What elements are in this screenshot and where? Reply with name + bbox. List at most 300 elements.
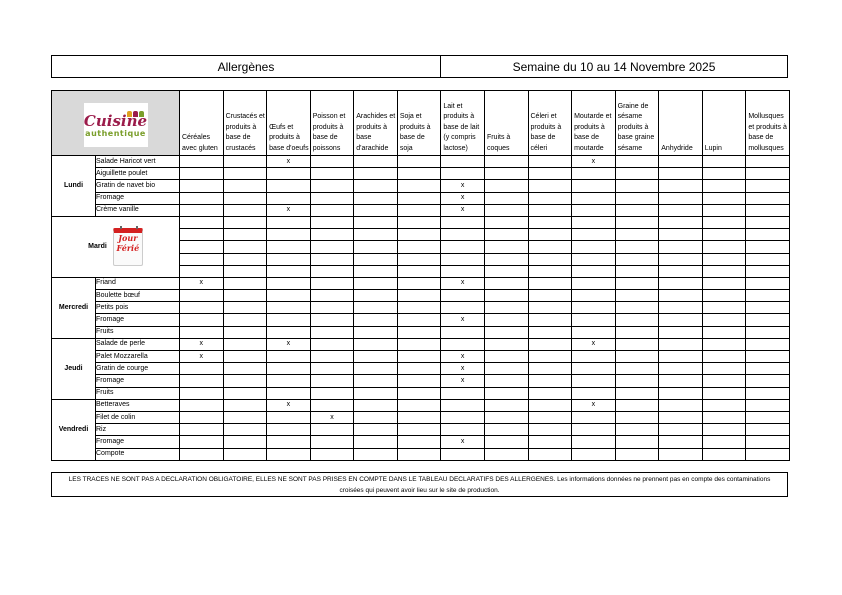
allergen-mark bbox=[354, 387, 398, 399]
allergen-mark bbox=[746, 326, 790, 338]
allergen-mark bbox=[702, 399, 746, 411]
allergen-mark bbox=[484, 411, 528, 423]
allergen-mark bbox=[267, 436, 311, 448]
allergen-mark bbox=[746, 253, 790, 265]
allergen-mark bbox=[180, 375, 224, 387]
allergen-mark bbox=[528, 156, 572, 168]
allergen-mark: x bbox=[267, 338, 311, 350]
allergen-mark bbox=[267, 253, 311, 265]
allergen-mark bbox=[528, 436, 572, 448]
allergen-mark bbox=[441, 168, 485, 180]
allergen-mark bbox=[572, 448, 616, 460]
allergen-mark bbox=[397, 241, 441, 253]
allergen-mark bbox=[310, 302, 354, 314]
allergen-mark bbox=[180, 290, 224, 302]
allergen-mark bbox=[223, 302, 267, 314]
allergen-mark bbox=[310, 241, 354, 253]
allergen-mark bbox=[397, 168, 441, 180]
allergen-mark bbox=[528, 411, 572, 423]
allergen-mark bbox=[354, 399, 398, 411]
allergen-mark bbox=[310, 375, 354, 387]
allergen-mark bbox=[702, 363, 746, 375]
allergen-mark bbox=[267, 216, 311, 228]
allergen-mark bbox=[397, 351, 441, 363]
logo-cell bbox=[52, 91, 180, 156]
allergen-mark bbox=[615, 229, 659, 241]
allergen-mark bbox=[310, 204, 354, 216]
allergen-header: Lupin bbox=[702, 91, 746, 156]
allergen-mark bbox=[223, 436, 267, 448]
allergen-mark bbox=[267, 448, 311, 460]
allergen-mark bbox=[659, 156, 703, 168]
allergen-mark bbox=[310, 277, 354, 289]
allergen-mark bbox=[702, 411, 746, 423]
allergen-mark bbox=[267, 424, 311, 436]
allergen-mark bbox=[441, 399, 485, 411]
allergen-mark bbox=[528, 399, 572, 411]
allergen-mark bbox=[615, 436, 659, 448]
allergen-mark bbox=[180, 253, 224, 265]
allergen-mark bbox=[528, 375, 572, 387]
allergen-mark bbox=[354, 424, 398, 436]
table-row bbox=[52, 424, 790, 436]
allergen-mark bbox=[310, 156, 354, 168]
allergen-mark bbox=[354, 229, 398, 241]
allergen-mark bbox=[528, 204, 572, 216]
allergen-mark bbox=[572, 180, 616, 192]
holiday-text-2: Férié bbox=[116, 242, 140, 253]
allergen-mark bbox=[615, 338, 659, 350]
allergen-mark bbox=[572, 216, 616, 228]
allergen-mark bbox=[354, 302, 398, 314]
allergen-mark bbox=[354, 253, 398, 265]
table-row bbox=[52, 326, 790, 338]
allergen-mark bbox=[746, 265, 790, 277]
allergen-mark bbox=[702, 253, 746, 265]
allergen-mark bbox=[702, 290, 746, 302]
allergen-header: Arachides et produits à base d'arachide bbox=[354, 91, 398, 156]
allergen-mark bbox=[659, 314, 703, 326]
allergen-mark bbox=[354, 411, 398, 423]
allergen-mark bbox=[746, 241, 790, 253]
allergen-mark bbox=[180, 326, 224, 338]
allergen-mark bbox=[310, 399, 354, 411]
allergen-mark bbox=[310, 180, 354, 192]
allergen-mark bbox=[572, 168, 616, 180]
allergen-mark bbox=[354, 216, 398, 228]
allergen-mark bbox=[397, 156, 441, 168]
allergen-mark bbox=[746, 192, 790, 204]
allergen-mark bbox=[397, 302, 441, 314]
allergen-mark bbox=[702, 241, 746, 253]
dish-name: Fromage bbox=[96, 192, 180, 204]
allergen-mark bbox=[528, 277, 572, 289]
dish-name: Palet Mozzarella bbox=[96, 351, 180, 363]
allergen-mark bbox=[528, 338, 572, 350]
allergen-mark bbox=[310, 338, 354, 350]
allergen-mark bbox=[484, 290, 528, 302]
dish-name: Compote bbox=[96, 448, 180, 460]
allergen-mark bbox=[441, 241, 485, 253]
logo-text-main: Cuisine bbox=[83, 112, 148, 130]
allergen-mark: x bbox=[572, 399, 616, 411]
allergen-header-row bbox=[52, 91, 790, 156]
allergen-mark bbox=[615, 302, 659, 314]
allergen-mark bbox=[746, 363, 790, 375]
allergen-mark bbox=[615, 314, 659, 326]
allergen-mark bbox=[746, 229, 790, 241]
allergen-mark bbox=[180, 192, 224, 204]
allergen-mark bbox=[223, 265, 267, 277]
allergen-mark bbox=[441, 448, 485, 460]
allergen-mark bbox=[397, 436, 441, 448]
allergen-mark bbox=[180, 180, 224, 192]
allergen-mark bbox=[267, 411, 311, 423]
dish-name: Salade Haricot vert bbox=[96, 156, 180, 168]
allergen-mark bbox=[528, 424, 572, 436]
table-row bbox=[52, 204, 790, 216]
allergen-mark bbox=[397, 290, 441, 302]
allergen-mark bbox=[746, 375, 790, 387]
allergen-mark bbox=[354, 192, 398, 204]
allergen-mark bbox=[223, 229, 267, 241]
allergen-header: Moutarde et produits à base de moutarde bbox=[572, 91, 616, 156]
allergen-mark bbox=[310, 436, 354, 448]
table-row bbox=[52, 277, 790, 289]
allergen-mark bbox=[310, 424, 354, 436]
allergen-mark bbox=[572, 204, 616, 216]
allergen-mark bbox=[267, 314, 311, 326]
day-label: Jeudi bbox=[52, 338, 96, 399]
allergen-header: Céréales avec gluten bbox=[180, 91, 224, 156]
allergen-mark bbox=[528, 253, 572, 265]
allergen-mark bbox=[180, 387, 224, 399]
allergen-mark bbox=[397, 265, 441, 277]
allergen-mark bbox=[223, 424, 267, 436]
allergen-mark bbox=[746, 411, 790, 423]
dish-name: Aiguillette poulet bbox=[96, 168, 180, 180]
allergen-mark bbox=[528, 314, 572, 326]
allergen-mark bbox=[702, 180, 746, 192]
allergen-mark bbox=[659, 326, 703, 338]
dish-name: Gratin de courge bbox=[96, 363, 180, 375]
allergen-mark: x bbox=[267, 156, 311, 168]
dish-name: Fruits bbox=[96, 326, 180, 338]
allergen-mark bbox=[397, 314, 441, 326]
allergen-mark bbox=[397, 229, 441, 241]
allergen-mark bbox=[572, 241, 616, 253]
allergen-mark bbox=[223, 253, 267, 265]
table-row bbox=[52, 363, 790, 375]
allergen-mark bbox=[180, 424, 224, 436]
allergen-mark bbox=[659, 277, 703, 289]
day-label: Mercredi bbox=[52, 277, 96, 338]
allergen-mark bbox=[441, 216, 485, 228]
allergen-header: Anhydride bbox=[659, 91, 703, 156]
allergen-mark bbox=[267, 290, 311, 302]
allergen-mark bbox=[746, 436, 790, 448]
allergen-mark bbox=[615, 265, 659, 277]
allergen-mark bbox=[223, 156, 267, 168]
allergen-mark: x bbox=[180, 277, 224, 289]
allergen-mark bbox=[223, 411, 267, 423]
allergen-mark bbox=[659, 180, 703, 192]
allergen-mark: x bbox=[441, 204, 485, 216]
allergen-mark bbox=[180, 241, 224, 253]
allergen-mark: x bbox=[441, 277, 485, 289]
allergen-mark bbox=[223, 216, 267, 228]
day-label: Vendredi bbox=[52, 399, 96, 460]
allergen-mark bbox=[659, 302, 703, 314]
allergen-mark bbox=[615, 424, 659, 436]
allergen-mark bbox=[659, 241, 703, 253]
allergen-mark bbox=[615, 204, 659, 216]
allergen-mark bbox=[397, 192, 441, 204]
allergen-mark bbox=[528, 168, 572, 180]
table-row bbox=[52, 156, 790, 168]
day-label: Lundi bbox=[52, 156, 96, 217]
allergen-header: Œufs et produits à base d'oeufs bbox=[267, 91, 311, 156]
allergen-mark bbox=[441, 156, 485, 168]
allergen-mark bbox=[528, 302, 572, 314]
allergen-mark: x bbox=[441, 314, 485, 326]
allergen-mark bbox=[659, 351, 703, 363]
table-row bbox=[52, 351, 790, 363]
allergen-mark bbox=[310, 448, 354, 460]
allergen-mark bbox=[310, 253, 354, 265]
dish-name: Fromage bbox=[96, 314, 180, 326]
allergen-mark bbox=[223, 399, 267, 411]
allergen-mark bbox=[615, 156, 659, 168]
allergen-mark bbox=[267, 277, 311, 289]
allergen-mark bbox=[267, 180, 311, 192]
allergen-mark bbox=[397, 424, 441, 436]
dish-name: Betteraves bbox=[96, 399, 180, 411]
allergen-mark bbox=[572, 387, 616, 399]
allergen-mark: x bbox=[441, 363, 485, 375]
allergen-mark bbox=[659, 363, 703, 375]
allergen-mark bbox=[572, 375, 616, 387]
allergen-mark bbox=[572, 363, 616, 375]
allergen-mark bbox=[659, 424, 703, 436]
allergen-mark bbox=[397, 204, 441, 216]
allergen-mark bbox=[572, 265, 616, 277]
allergen-mark bbox=[572, 314, 616, 326]
allergen-header: Soja et produits à base de soja bbox=[397, 91, 441, 156]
allergen-mark bbox=[746, 338, 790, 350]
allergen-mark bbox=[484, 436, 528, 448]
allergen-mark bbox=[615, 448, 659, 460]
allergen-mark bbox=[572, 290, 616, 302]
allergen-mark bbox=[267, 351, 311, 363]
allergen-mark bbox=[746, 399, 790, 411]
allergen-mark bbox=[528, 180, 572, 192]
table-row bbox=[52, 216, 790, 228]
allergen-mark bbox=[746, 216, 790, 228]
allergen-mark bbox=[659, 265, 703, 277]
allergen-mark bbox=[223, 326, 267, 338]
allergen-mark bbox=[310, 351, 354, 363]
allergen-mark bbox=[310, 326, 354, 338]
allergen-mark bbox=[702, 375, 746, 387]
allergen-mark bbox=[180, 156, 224, 168]
holiday-text-1: Jour bbox=[118, 232, 138, 243]
allergen-mark bbox=[180, 363, 224, 375]
allergen-mark bbox=[702, 314, 746, 326]
allergen-mark bbox=[659, 436, 703, 448]
allergen-mark bbox=[615, 326, 659, 338]
allergen-mark bbox=[223, 180, 267, 192]
allergen-mark bbox=[354, 265, 398, 277]
allergen-mark bbox=[397, 448, 441, 460]
allergen-mark bbox=[746, 448, 790, 460]
allergen-mark bbox=[223, 387, 267, 399]
allergen-mark bbox=[702, 192, 746, 204]
cuisine-authentique-logo bbox=[84, 103, 148, 147]
allergen-mark bbox=[267, 168, 311, 180]
allergen-mark bbox=[615, 277, 659, 289]
allergen-mark bbox=[310, 265, 354, 277]
table-row bbox=[52, 168, 790, 180]
allergen-mark bbox=[484, 192, 528, 204]
allergen-mark bbox=[702, 326, 746, 338]
allergen-mark bbox=[223, 204, 267, 216]
allergen-mark bbox=[572, 229, 616, 241]
allergen-mark bbox=[484, 302, 528, 314]
day-label bbox=[52, 216, 180, 277]
allergen-mark bbox=[441, 387, 485, 399]
allergen-mark bbox=[310, 363, 354, 375]
allergen-mark: x bbox=[267, 204, 311, 216]
allergen-mark bbox=[615, 375, 659, 387]
allergen-mark bbox=[702, 204, 746, 216]
allergen-mark bbox=[397, 387, 441, 399]
allergen-mark bbox=[397, 326, 441, 338]
allergen-mark bbox=[223, 338, 267, 350]
allergen-mark bbox=[702, 448, 746, 460]
allergen-mark bbox=[441, 424, 485, 436]
allergen-mark bbox=[180, 399, 224, 411]
allergen-mark bbox=[267, 302, 311, 314]
allergen-mark bbox=[746, 387, 790, 399]
allergen-mark bbox=[310, 216, 354, 228]
table-row bbox=[52, 302, 790, 314]
allergen-mark bbox=[484, 168, 528, 180]
allergen-mark bbox=[659, 399, 703, 411]
allergen-mark bbox=[441, 229, 485, 241]
allergen-mark bbox=[354, 338, 398, 350]
allergen-mark bbox=[223, 241, 267, 253]
allergen-mark bbox=[441, 290, 485, 302]
allergen-mark bbox=[659, 448, 703, 460]
allergen-mark bbox=[659, 192, 703, 204]
allergen-mark bbox=[528, 192, 572, 204]
allergen-mark bbox=[484, 156, 528, 168]
allergen-mark bbox=[659, 204, 703, 216]
allergen-mark bbox=[223, 168, 267, 180]
allergen-mark bbox=[528, 326, 572, 338]
allergen-mark bbox=[267, 192, 311, 204]
dish-name: Fromage bbox=[96, 436, 180, 448]
allergen-mark bbox=[659, 216, 703, 228]
dish-name: Boulette bœuf bbox=[96, 290, 180, 302]
allergen-mark bbox=[223, 375, 267, 387]
table-row bbox=[52, 436, 790, 448]
dish-name: Salade de perle bbox=[96, 338, 180, 350]
table-row bbox=[52, 290, 790, 302]
day-name: Mardi bbox=[88, 242, 107, 250]
allergen-table bbox=[51, 90, 790, 461]
allergen-mark bbox=[484, 399, 528, 411]
allergen-mark bbox=[746, 156, 790, 168]
allergen-mark: x bbox=[572, 338, 616, 350]
allergen-mark bbox=[267, 229, 311, 241]
allergen-mark: x bbox=[441, 351, 485, 363]
allergen-mark bbox=[702, 387, 746, 399]
allergen-header: Lait et produits à base de lait (y compris lactose) bbox=[441, 91, 485, 156]
table-row bbox=[52, 338, 790, 350]
allergen-mark: x bbox=[267, 399, 311, 411]
allergen-mark bbox=[746, 168, 790, 180]
allergen-mark bbox=[223, 314, 267, 326]
allergen-mark bbox=[484, 241, 528, 253]
allergen-mark: x bbox=[441, 375, 485, 387]
allergen-mark bbox=[702, 156, 746, 168]
allergen-mark bbox=[615, 399, 659, 411]
allergen-mark bbox=[659, 290, 703, 302]
allergen-mark bbox=[615, 363, 659, 375]
allergen-mark bbox=[615, 351, 659, 363]
allergen-mark bbox=[223, 192, 267, 204]
allergen-mark bbox=[615, 387, 659, 399]
allergen-mark bbox=[397, 253, 441, 265]
allergen-mark bbox=[702, 302, 746, 314]
allergen-mark bbox=[397, 338, 441, 350]
allergen-mark bbox=[484, 314, 528, 326]
allergen-mark bbox=[746, 204, 790, 216]
allergen-mark bbox=[354, 168, 398, 180]
allergen-mark bbox=[615, 216, 659, 228]
allergen-mark bbox=[702, 216, 746, 228]
allergen-mark bbox=[659, 387, 703, 399]
allergen-mark bbox=[702, 229, 746, 241]
dish-name: Fruits bbox=[96, 387, 180, 399]
allergen-mark: x bbox=[180, 338, 224, 350]
dish-name: Friand bbox=[96, 277, 180, 289]
table-row bbox=[52, 192, 790, 204]
allergen-header: Poisson et produits à base de poissons bbox=[310, 91, 354, 156]
allergen-mark bbox=[397, 375, 441, 387]
allergen-mark bbox=[180, 411, 224, 423]
allergen-mark bbox=[484, 424, 528, 436]
allergen-mark bbox=[572, 302, 616, 314]
allergen-mark bbox=[615, 180, 659, 192]
allergen-mark bbox=[746, 290, 790, 302]
allergen-mark bbox=[180, 204, 224, 216]
allergen-mark bbox=[354, 375, 398, 387]
allergen-mark bbox=[223, 448, 267, 460]
allergen-mark bbox=[310, 314, 354, 326]
allergen-mark bbox=[310, 387, 354, 399]
allergen-mark bbox=[354, 290, 398, 302]
allergen-mark bbox=[354, 448, 398, 460]
dish-name: Petits pois bbox=[96, 302, 180, 314]
allergen-mark bbox=[615, 290, 659, 302]
allergen-mark bbox=[659, 375, 703, 387]
allergen-mark bbox=[702, 351, 746, 363]
dish-name: Fromage bbox=[96, 375, 180, 387]
allergen-mark bbox=[484, 338, 528, 350]
